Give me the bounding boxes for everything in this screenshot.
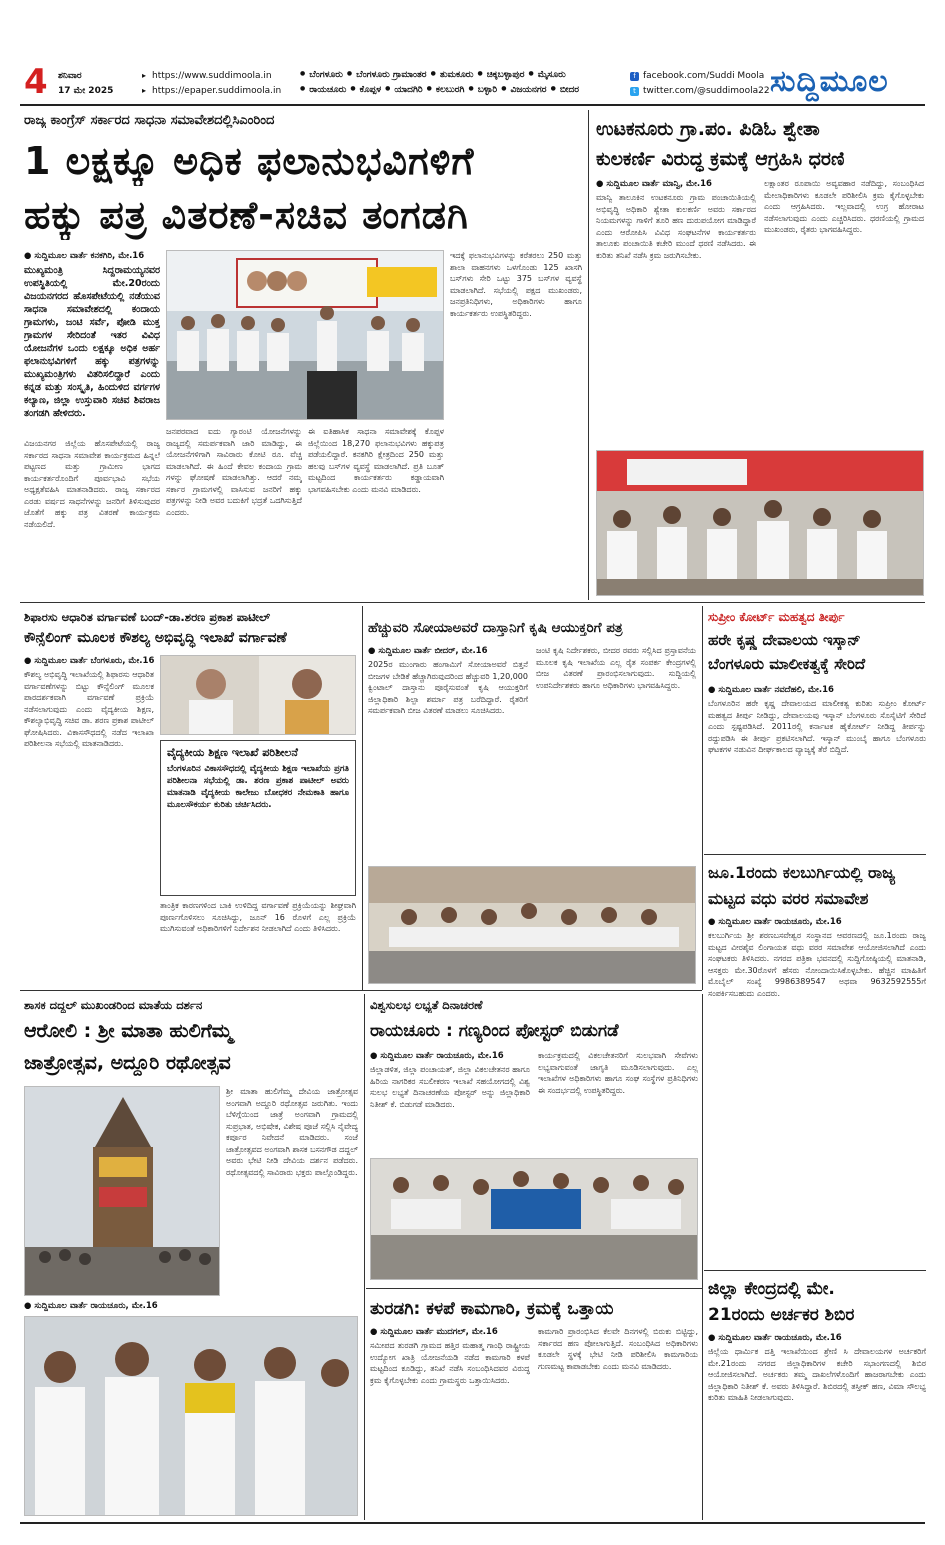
protest-image <box>597 451 924 596</box>
story3-kicker: ಶಿಫಾರಸು ಆಧಾರಿತ ವರ್ಗಾವಣೆ ಬಂದ್-ಡಾ.ಶರಣ ಪ್ರಕಾಶ ಪಾಟೀಲ್ <box>24 610 271 624</box>
bullet-icon: ● <box>430 70 436 77</box>
city-list-row1 <box>300 70 630 80</box>
story1-col2: ಜನಪರವಾದ ಐದು ಗ್ಯಾರಂಟಿ ಯೋಜನೆಗಳನ್ನು ರಾಜ್ಯದಲ್ಲಿ ಸಮರ್ಪಕವಾಗಿ ಜಾರಿ ಮಾಡಿದ್ದು, ಈ ಯೋಜನೆಗಳಿಗಾಗಿ ಸಾವಿರಾರು ಕೋಟಿ ರೂ. ವೆಚ್ಚ ಮಾಡಲಾಗಿದೆ. ಈ ಹಿಂದೆ ಕೇವಲ ಕಂದಾಯ ಗ್ರಾಮ ಗಳನ್ನು ಘೋಷಣೆ ಮಾಡಲಾಗಿತ್ತು. ಆದರೆ ನಮ್ಮ ಸರ್ಕಾರ ಗ್ರಾಮಗಳಲ್ಲಿ ವಾಸಿಸುವ ಜನರಿಗೆ ಹಕ್ಕು ಪತ್ರಗಳನ್ನು ನೀಡಿ ಅವರ ಬದುಕಿಗೆ ಭದ್ರತೆ ಒದಗಿಸುತ್ತಿದೆ ಎಂದರು. <box>166 427 302 517</box>
bullet-icon: ● <box>385 85 391 92</box>
story4-photo <box>368 866 696 984</box>
story8-headline: ರಾಯಚೂರು : ಗಣ್ಯರಿಂದ ಪೋಸ್ಟರ್ ಬಿಡುಗಡೆ <box>370 1021 619 1041</box>
story4-col2: ಜಂಟಿ ಕೃಷಿ ನಿರ್ದೇಶಕರು, ಬೀದರ ರವರು ಸಲ್ಲಿಸಿದ ಪ್ರಸ್ತಾವನೆಯ ಮೂಲಕ ಕೃಷಿ ಇಲಾಖೆಯ ಎಲ್ಲ ರೈತ ಸಂಪರ್ಕ ಕೇಂದ್ರಗಳಲ್ಲಿ ಬೀಜ ವಿತರಣೆ ಪ್ರಾರಂಭಿಸಲಾಗುವುದು. ಸುದ್ದಿಯಲ್ಲಿ ಉಪನಿರ್ದೇಶಕರು ಹಾಗೂ ಅಧಿಕಾರಿಗಳು ಭಾಗವಹಿಸಿದ್ದರು. <box>536 646 696 690</box>
story5-headline-1: ಹರೇ ಕೃಷ್ಣ ದೇವಾಲಯ ಇಸ್ಕಾನ್ <box>708 631 861 649</box>
story5-body: ಬೆಂಗಳೂರಿನ ಹರೇ ಕೃಷ್ಣ ದೇವಾಲಯದ ಮಾಲೀಕತ್ವ ಕುರಿತು ಸುಪ್ರೀಂ ಕೋರ್ಟ್ ಮಹತ್ವದ ತೀರ್ಪು ನೀಡಿದ್ದು, ದೇವಾಲಯವು ಇಸ್ಕಾನ್ ಬೆಂಗಳೂರು ಸೊಸೈಟಿಗೆ ಸೇರಿದೆ ಎಂದು ಸ್ಪಷ್ಟಪಡಿಸಿದೆ. 2011ರಲ್ಲಿ ಕರ್ನಾಟಕ ಹೈಕೋರ್ಟ್ ನೀಡಿದ್ದ ತೀರ್ಪನ್ನು ರದ್ದುಪಡಿಸಿ ಈ ತೀರ್ಪು ಪ್ರಕಟಿಸಲಾಗಿದೆ. ಇಸ್ಕಾನ್ ಮುಂಬೈ ಹಾಗೂ ಬೆಂಗಳೂರು ಘಟಕಗಳ ನಡುವಿನ ದೀರ್ಘಕಾಲದ ವ್ಯಾಜ್ಯಕ್ಕೆ ತೆರೆ ಬಿದ್ದಿದೆ. <box>708 699 926 754</box>
city-link[interactable]: ಬಳ್ಳಾರಿ <box>477 85 498 95</box>
story7-photo-chariot <box>24 1086 220 1296</box>
story2-photo <box>596 450 924 596</box>
city-list-row2 <box>300 85 630 95</box>
story5-kicker: ಸುಪ್ರೀಂ ಕೋರ್ಟ್ ಮಹತ್ವದ ತೀರ್ಪು <box>708 610 845 624</box>
story10-headline-2: 21ರಂದು ಅರ್ಚಕರ ಶಿಬಿರ <box>708 1305 855 1325</box>
city-link[interactable]: ಬೆಂಗಳೂರು <box>309 70 343 80</box>
story1-kicker: ರಾಜ್ಯ ಕಾಂಗ್ರೆಸ್ ಸರ್ಕಾರದ ಸಾಧನಾ ಸಮಾವೇಶದಲ್ಲಿಸಿಎಂರಿಂದ <box>24 113 275 128</box>
bullet-icon: ● <box>346 70 353 77</box>
row-divider <box>20 602 925 603</box>
story2-headline-1: ಉಟಕನೂರು ಗ್ರಾ.ಪಂ. ಪಿಡಿಓ ಶ್ವೇತಾ <box>596 118 820 140</box>
website-link[interactable]: https://www.suddimoola.in <box>152 71 272 81</box>
story1-photo <box>166 250 444 420</box>
meeting-stage-image <box>167 251 444 420</box>
issue-day: ಶನಿವಾರ <box>58 71 82 81</box>
story5-headline-2: ಬೆಂಗಳೂರು ಮಾಲೀಕತ್ವಕ್ಕೆ ಸೇರಿದೆ <box>708 655 866 673</box>
leaders-group-image <box>25 1317 358 1516</box>
story6-headline-1: ಜೂ.1ರಂದು ಕಲಬುರ್ಗಿಯಲ್ಲಿ ರಾಜ್ಯ <box>708 863 896 882</box>
bullet-icon: ● <box>477 70 483 77</box>
column-divider <box>702 606 703 990</box>
twitter-link[interactable]: twitter.com/@suddimoola22 <box>643 86 770 96</box>
story1-byline: ● ಸುದ್ದಿಮೂಲ ವಾರ್ತೆ ಕನಕಗಿರಿ, ಮೇ.16 <box>24 251 145 261</box>
story8-col1: ಜಿಲ್ಲಾಡಳಿತ, ಜಿಲ್ಲಾ ಪಂಚಾಯತ್, ಜಿಲ್ಲಾ ವಿಕಲಚೇತನರ ಹಾಗೂ ಹಿರಿಯ ನಾಗರಿಕರ ಸಬಲೀಕರಣ ಇಲಾಖೆ ಸಹಯೋಗದಲ್ಲಿ ವಿಶ್ವ ಸುಲಭ ಲಭ್ಯತೆ ದಿನಾಚರಣೆಯ ಪೋಸ್ಟರ್ ಅನ್ನು ಜಿಲ್ಲಾಧಿಕಾರಿ ನಿತೀಶ್ ಕೆ. ಬಿಡುಗಡೆ ಮಾಡಿದರು. <box>370 1065 530 1109</box>
poster-release-image <box>371 1159 698 1280</box>
city-link[interactable]: ಬೀದರ <box>559 85 580 95</box>
column-divider <box>588 110 589 600</box>
story2-col2: ಲಕ್ಷಾಂತರ ರೂಪಾಯಿ ಅವ್ಯವಹಾರ ನಡೆದಿದ್ದು, ಸಂಬಂಧಿಸಿದ ಮೇಲಾಧಿಕಾರಿಗಳು ಕೂಡಲೇ ಪರಿಶೀಲಿಸಿ ಕ್ರಮ ಕೈಗೊಳ್ಳಬೇಕು ಎಂದು ಆಗ್ರಹಿಸಿದರು. ಇಲ್ಲವಾದಲ್ಲಿ ಉಗ್ರ ಹೋರಾಟ ನಡೆಸಲಾಗುವುದು ಎಂದು ಎಚ್ಚರಿಸಿದರು. ಧರಣಿಯಲ್ಲಿ ಗ್ರಾಮದ ಮುಖಂಡರು, ರೈತರು ಭಾಗವಹಿಸಿದ್ದರು. <box>764 179 924 234</box>
issue-date: 17 ಮೇ 2025 <box>58 86 114 96</box>
city-link[interactable]: ಬೆಂಗಳೂರು ಗ್ರಾಮಾಂತರ <box>356 70 427 80</box>
story9-byline: ● ಸುದ್ದಿಮೂಲ ವಾರ್ತೆ ಮುದಗಲ್, ಮೇ.16 <box>370 1327 498 1337</box>
row-divider <box>366 1288 702 1289</box>
story3-caption-box <box>160 740 356 896</box>
minister-portraits-image <box>161 656 356 735</box>
story2-col1: ಮಾನ್ವಿ ತಾಲೂಕಿನ ಉಟಕನೂರು ಗ್ರಾಮ ಪಂಚಾಯಿತಿಯಲ್ಲಿ ಅಭಿವೃದ್ಧಿ ಅಧಿಕಾರಿ ಶ್ವೇತಾ ಕುಲಕರ್ಣಿ ಅವರು ಸರ್ಕಾರದ ನಿಯಮಗಳನ್ನು ಗಾಳಿಗೆ ತೂರಿ ಹಣ ದುರುಪಯೋಗ ಮಾಡಿದ್ದಾರೆ ಎಂದು ಆರೋಪಿಸಿ ವಿವಿಧ ಸಂಘಟನೆಗಳ ಕಾರ್ಯಕರ್ತರು ತಾಲೂಕು ಪಂಚಾಯಿತಿ ಕಚೇರಿ ಮುಂದೆ ಧರಣಿ ನಡೆಸಿದರು. ಈ ಕುರಿತು ತನಿಖೆ ನಡೆಸಿ ಕ್ರಮ ಜರುಗಿಸಬೇಕು. <box>596 193 756 260</box>
city-link[interactable]: ಕಲಬುರಗಿ <box>435 85 465 95</box>
city-link[interactable]: ರಾಯಚೂರು <box>309 85 347 95</box>
story10-body: ಜಿಲ್ಲೆಯ ಧಾರ್ಮಿಕ ದತ್ತಿ ಇಲಾಖೆಯಿಂದ ಶ್ರೇಣಿ ಸಿ ದೇವಾಲಯಗಳ ಅರ್ಚಕರಿಗೆ ಮೇ.21ರಂದು ನಗರದ ಜಿಲ್ಲಾಧಿಕಾರಿಗಳ ಕಚೇರಿ ಸಭಾಂಗಣದಲ್ಲಿ ಶಿಬಿರ ಆಯೋಜಿಸಲಾಗಿದೆ. ಅರ್ಚಕರು ತಮ್ಮ ದಾಖಲೆಗಳೊಂದಿಗೆ ಹಾಜರಾಗಬೇಕು ಎಂದು ಜಿಲ್ಲಾಧಿಕಾರಿ ನಿತೀಶ್ ಕೆ. ಅವರು ತಿಳಿಸಿದ್ದಾರೆ. ಶಿಬಿರದಲ್ಲಿ ತಸ್ತೀಕ್ ಹಣ, ವಿಮಾ ಸೌಲಭ್ಯ ಕುರಿತು ಮಾಹಿತಿ ನೀಡಲಾಗುವುದು. <box>708 1347 926 1402</box>
city-link[interactable]: ಮೈಸೂರು <box>537 70 566 80</box>
story4-headline: ಹೆಚ್ಚುವರಿ ಸೋಯಾಅವರೆ ದಾಸ್ತಾನಿಗೆ ಕೃಷಿ ಆಯುಕ್ತರಿಗೆ ಪತ್ರ <box>368 620 623 636</box>
twitter-icon: t <box>630 87 639 96</box>
story4-byline: ● ಸುದ್ದಿಮೂಲ ವಾರ್ತೆ ಬೀದರ್, ಮೇ.16 <box>368 646 488 656</box>
story9-col1: ಸಮೀಪದ ತುರಡಗಿ ಗ್ರಾಮದ ಹತ್ತಿರ ಮಹಾತ್ಮ ಗಾಂಧಿ ರಾಷ್ಟ್ರೀಯ ಉದ್ಯೋಗ ಖಾತ್ರಿ ಯೋಜನೆಯಡಿ ನಡೆದ ಕಾಮಗಾರಿ ಕಳಪೆ ಮಟ್ಟದಿಂದ ಕೂಡಿದ್ದು, ತನಿಖೆ ನಡೆಸಿ ಸಂಬಂಧಿಸಿದವರ ವಿರುದ್ಧ ಕ್ರಮ ಕೈಗೊಳ್ಳಬೇಕು ಎಂದು ಗ್ರಾಮಸ್ಥರು ಒತ್ತಾಯಿಸಿದರು. <box>370 1341 530 1385</box>
story3-col1: ಕೌಶಲ್ಯ ಅಭಿವೃದ್ಧಿ ಇಲಾಖೆಯಲ್ಲಿ ಶಿಫಾರಸು ಆಧಾರಿತ ವರ್ಗಾವಣೆಗಳನ್ನು ಬಿಟ್ಟು ಕೌನ್ಸೆಲಿಂಗ್ ಮೂಲಕ ಪಾರದರ್ಶಕವಾಗಿ ವರ್ಗಾವಣೆ ಪ್ರಕ್ರಿಯೆ ನಡೆಸಲಾಗುವುದು ಎಂದು ವೈದ್ಯಕೀಯ ಶಿಕ್ಷಣ, ಕೌಶಲ್ಯಾಭಿವೃದ್ಧಿ ಸಚಿವ ಡಾ. ಶರಣ ಪ್ರಕಾಶ ಪಾಟೀಲ್ ಘೋಷಿಸಿದರು. ವಿಕಾಸಸೌಧದಲ್ಲಿ ನಡೆದ ಇಲಾಖಾ ಪರಿಶೀಲನಾ ಸಭೆಯಲ್ಲಿ ಮಾತನಾಡಿದರು. <box>24 670 154 748</box>
row-divider <box>20 990 702 991</box>
story6-headline-2: ಮಟ್ಟದ ವಧು ವರರ ಸಮಾವೇಶ <box>708 889 869 908</box>
story3-photo <box>160 655 356 735</box>
story10-byline: ● ಸುದ್ದಿಮೂಲ ವಾರ್ತೆ ರಾಯಚೂರು, ಮೇ.16 <box>708 1333 842 1343</box>
caption-title: ವೈದ್ಯಕೀಯ ಶಿಕ್ಷಣ ಇಲಾಖೆ ಪರಿಶೀಲನೆ <box>167 746 298 759</box>
city-link[interactable]: ತುಮಕೂರು <box>439 70 474 80</box>
story1-headline-2: ಹಕ್ಕು ಪತ್ರ ವಿತರಣೆ-ಸಚಿವ ತಂಗಡಗಿ <box>24 193 469 237</box>
story3-col2: ತಾಂತ್ರಿಕ ಕಾರಣಗಳಿಂದ ಬಾಕಿ ಉಳಿದಿದ್ದ ವರ್ಗಾವಣೆ ಪ್ರಕ್ರಿಯೆಯನ್ನು ಶೀಘ್ರವಾಗಿ ಪೂರ್ಣಗೊಳಿಸಲು ಸೂಚಿಸಿದ್ದು, ಜೂನ್ 16 ರೊಳಗೆ ಎಲ್ಲ ಪ್ರಕ್ರಿಯೆ ಮುಗಿಸುವಂತೆ ಅಧಿಕಾರಿಗಳಿಗೆ ನಿರ್ದೇಶನ ನೀಡಲಾಗಿದೆ ಎಂದು ತಿಳಿಸಿದರು. <box>160 901 356 933</box>
story7-headline-1: ಆರೋಲಿ : ಶ್ರೀ ಮಾತಾ ಹುಲಿಗೆಮ್ಮ <box>24 1020 233 1042</box>
city-link[interactable]: ವಿಜಯನಗರ <box>510 85 547 95</box>
story6-body: ಕಲಬುರ್ಗಿಯ ಶ್ರೀ ಶರಣಬಸವೇಶ್ವರ ಸಂಸ್ಥಾನದ ಆವರಣದಲ್ಲಿ ಜೂ.1ರಂದು ರಾಜ್ಯ ಮಟ್ಟದ ವೀರಶೈವ ಲಿಂಗಾಯತ ವಧು ವರರ ಸಮಾವೇಶ ಆಯೋಜಿಸಲಾಗಿದೆ ಎಂದು ಸಂಘಟಕರು ತಿಳಿಸಿದರು. ನಗರದ ಪತ್ರಿಕಾ ಭವನದಲ್ಲಿ ಸುದ್ದಿಗೋಷ್ಠಿಯಲ್ಲಿ ಮಾತನಾಡಿ, ಆಸಕ್ತರು ಮೇ.30ರೊಳಗೆ ಹೆಸರು ನೋಂದಾಯಿಸಿಕೊಳ್ಳಬೇಕು. ಹೆಚ್ಚಿನ ಮಾಹಿತಿಗೆ ಮೊಬೈಲ್ ಸಂಖ್ಯೆ 9986389547 ಅಥವಾ 9632592555ಗೆ ಸಂಪರ್ಕಿಸಬಹುದು ಎಂದರು. <box>708 931 926 998</box>
bullet-icon: ● <box>350 85 356 92</box>
story7-kicker: ಶಾಸಕ ದದ್ದಲ್ ಮುಖಂಡರಿಂದ ಮಾತೆಯ ದರ್ಶನ <box>24 998 203 1012</box>
story1-lead: ಮುಖ್ಯಮಂತ್ರಿ ಸಿದ್ದರಾಮಯ್ಯನವರ ಉಪಸ್ಥಿತಿಯಲ್ಲಿ ಮೇ.20ರಂದು ವಿಜಯನಗರದ ಹೊಸಪೇಟೆಯಲ್ಲಿ ನಡೆಯುವ ಸಾಧನಾ ಸಮಾವೇಶದಲ್ಲಿ ಕಂದಾಯ ಗ್ರಾಮಗಳು, ಜಂಟಿ ಸರ್ವೆ, ಪೋಡಿ ಮುಕ್ತ ಗ್ರಾಮಗಳ ಸೇರಿದಂತೆ ಇತರ ವಿವಿಧ ಯೋಜನೆಗಳ ಒಂದು ಲಕ್ಷಕ್ಕೂ ಅಧಿಕ ಅರ್ಹ ಫಲಾನುಭವಿಗಳಿಗೆ ಹಕ್ಕು ಪತ್ರಗಳನ್ನು ಮುಖ್ಯಮಂತ್ರಿಗಳು ವಿತರಿಸಲಿದ್ದಾರೆ ಎಂದು ಕನ್ನಡ ಮತ್ತು ಸಂಸ್ಕೃತಿ, ಹಿಂದುಳಿದ ವರ್ಗಗಳ ಕಲ್ಯಾಣ, ಜಿಲ್ಲಾ ಉಸ್ತುವಾರಿ ಸಚಿವ ಶಿವರಾಜ ತಂಗಡಗಿ ಹೇಳಿದರು. <box>24 265 160 419</box>
bullet-icon: ● <box>300 85 306 92</box>
city-link[interactable]: ಯಾದಗಿರಿ <box>394 85 423 95</box>
bullet-icon: ● <box>426 85 432 92</box>
header-divider <box>20 104 925 106</box>
bullet-icon: ● <box>550 85 556 92</box>
newspaper-logo: ಸುದ್ದಿಮೂಲ <box>770 64 889 99</box>
epaper-link[interactable]: https://epaper.suddimoola.in <box>152 86 282 96</box>
story7-headline-2: ಜಾತ್ರೋತ್ಸವ, ಅದ್ದೂರಿ ರಥೋತ್ಸವ <box>24 1052 231 1074</box>
city-link[interactable]: ಚಿಕ್ಕಬಳ್ಳಾಪುರ <box>486 70 525 80</box>
masthead <box>20 62 925 102</box>
story2-headline-2: ಕುಲಕರ್ಣಿ ವಿರುದ್ಧ ಕ್ರಮಕ್ಕೆ ಆಗ್ರಹಿಸಿ ಧರಣಿ <box>596 148 845 170</box>
story1-col4: ಇದಕ್ಕೆ ಫಲಾನುಭವಿಗಳನ್ನು ಕರೆತರಲು 250 ಮತ್ತು ಶಾಲಾ ವಾಹನಗಳು ಒಳಗೊಂಡು 125 ಖಾಸಗಿ ಬಸ್‌ಗಳು ಸೇರಿ ಒಟ್ಟು 375 ಬಸ್‌ಗಳ ವ್ಯವಸ್ಥೆ ಮಾಡಲಾಗಿದೆ. ಸಭೆಯಲ್ಲಿ ಪಕ್ಷದ ಮುಖಂಡರು, ಜನಪ್ರತಿನಿಧಿಗಳು, ಅಧಿಕಾರಿಗಳು ಹಾಗೂ ಕಾರ್ಯಕರ್ತರು ಉಪಸ್ಥಿತರಿದ್ದರು. <box>450 251 582 318</box>
bullet-icon: ● <box>501 85 507 92</box>
story7-photo-leaders <box>24 1316 358 1516</box>
bullet-icon: ● <box>300 70 306 77</box>
story1-headline-1: 1 ಲಕ್ಷಕ್ಕೂ ಅಧಿಕ ಫಲಾನುಭವಿಗಳಿಗೆ <box>24 139 475 183</box>
story8-col2: ಕಾರ್ಯಕ್ರಮದಲ್ಲಿ ವಿಕಲಚೇತನರಿಗೆ ಸುಲಭವಾಗಿ ಸೇವೆಗಳು ಲಭ್ಯವಾಗುವಂತೆ ಜಾಗೃತಿ ಮೂಡಿಸಲಾಗುವುದು. ಎಲ್ಲ ಇಲಾಖೆಗಳ ಅಧಿಕಾರಿಗಳು ಹಾಗೂ ಸಂಘ ಸಂಸ್ಥೆಗಳ ಪ್ರತಿನಿಧಿಗಳು ಈ ಸಂದರ್ಭದಲ್ಲಿ ಉಪಸ್ಥಿತರಿದ್ದರು. <box>538 1051 698 1095</box>
story7-body: ಶ್ರೀ ಮಾತಾ ಹುಲಿಗೆಮ್ಮ ದೇವಿಯ ಜಾತ್ರೋತ್ಸವ ಅಂಗವಾಗಿ ಅದ್ದೂರಿ ರಥೋತ್ಸವ ಜರುಗಿತು. ಇಂದು ಬೆಳಿಗ್ಗೆಯಿಂದ ಜಾತ್ರೆ ಅಂಗವಾಗಿ ಗ್ರಾಮದಲ್ಲಿ ಸುಪ್ರಭಾತ, ಅಭಿಷೇಕ, ವಿಶೇಷ ಪೂಜೆ ಸಲ್ಲಿಸಿ ನೈವೇದ್ಯ ಕರ್ಪೂರ ನಿವೇದನೆ ಮಾಡಿದರು. ಸಂಜೆ ಜಾತ್ರೋತ್ಸವದ ಅಂಗವಾಗಿ ಶಾಸಕ ಬಸನಗೌಡ ದದ್ದಲ್ ಅವರು ಭೇಟಿ ನೀಡಿ ದೇವಿಯ ದರ್ಶನ ಪಡೆದರು. ರಥೋತ್ಸವದಲ್ಲಿ ಸಾವಿರಾರು ಭಕ್ತರು ಪಾಲ್ಗೊಂಡಿದ್ದರು. <box>226 1087 358 1177</box>
story8-kicker: ವಿಶ್ವಸುಲಭ ಲಭ್ಯತೆ ದಿನಾಚರಣೆ <box>370 998 483 1012</box>
chariot-festival-image <box>25 1087 220 1296</box>
story7-byline: ● ಸುದ್ದಿಮೂಲ ವಾರ್ತೆ ರಾಯಚೂರು, ಮೇ.16 <box>24 1301 158 1311</box>
column-divider <box>702 994 703 1520</box>
story6-byline: ● ಸುದ್ದಿಮೂಲ ವಾರ್ತೆ ರಾಯಚೂರು, ಮೇ.16 <box>708 917 842 927</box>
story8-photo <box>370 1158 698 1280</box>
caption-text: ಬೆಂಗಳೂರಿನ ವಿಕಾಸಸೌಧದಲ್ಲಿ ವೈದ್ಯಕೀಯ ಶಿಕ್ಷಣ ಇಲಾಖೆಯ ಪ್ರಗತಿ ಪರಿಶೀಲನಾ ಸಭೆಯಲ್ಲಿ ಡಾ. ಶರಣ ಪ್ರಕಾಶ ಪಾಟೀಲ್ ಅವರು ಮಾತನಾಡಿ ವೈದ್ಯಕೀಯ ಕಾಲೇಜು ಬೋಧಕರ ನೇಮಕಾತಿ ಹಾಗೂ ಮೂಲಸೌಕರ್ಯ ಕುರಿತು ಚರ್ಚಿಸಿದರು. <box>167 764 349 810</box>
column-divider <box>364 994 365 1520</box>
column-divider <box>362 606 363 990</box>
page-bottom-rule <box>20 1522 925 1524</box>
page-number: 4 <box>24 62 48 102</box>
story10-headline-1: ಜಿಲ್ಲಾ ಕೇಂದ್ರದಲ್ಲಿ ಮೇ. <box>708 1279 835 1299</box>
city-link[interactable]: ಕೊಪ್ಪಳ <box>359 85 382 95</box>
chevron-right-icon: ▸ <box>142 71 147 80</box>
story1-col1: ವಿಜಯನಗರ ಜಿಲ್ಲೆಯ ಹೊಸಪೇಟೆಯಲ್ಲಿ ರಾಜ್ಯ ಸರ್ಕಾರದ ಸಾಧನಾ ಸಮಾವೇಶ ಕಾರ್ಯಕ್ರಮದ ಹಿನ್ನಲೆ ಪಟ್ಟಣದ ಮತ್ತು ಗ್ರಾಮೀಣ ಭಾಗದ ಕಾರ್ಯಕರ್ತರೊಂದಿಗೆ ಪೂರ್ವಭಾವಿ ಸಭೆಯ ಅಧ್ಯಕ್ಷತೆವಹಿಸಿ ಮಾತನಾಡಿದರು. ರಾಜ್ಯ ಸರ್ಕಾರದ ಎರಡು ವರ್ಷದ ಸಾಧನೆಗಳನ್ನು ಜನರಿಗೆ ತಿಳಿಸುವುದರ ಜೊತೆಗೆ ಹಕ್ಕು ಪತ್ರ ವಿತರಣೆ ಕಾರ್ಯಕ್ರಮ ನಡೆಯಲಿದೆ. <box>24 439 160 529</box>
story8-byline: ● ಸುದ್ದಿಮೂಲ ವಾರ್ತೆ ರಾಯಚೂರು, ಮೇ.16 <box>370 1051 504 1061</box>
facebook-link[interactable]: facebook.com/Suddi Moola <box>643 71 765 81</box>
chevron-right-icon: ▸ <box>142 86 147 95</box>
story4-col1: 2025ರ ಮುಂಗಾರು ಹಂಗಾಮಿಗೆ ಸೋಯಾಅವರೆ ಬಿತ್ತನೆ ಬೀಜಗಳ ಬೇಡಿಕೆ ಹೆಚ್ಚಾಗಿರುವುದರಿಂದ ಹೆಚ್ಚುವರಿ 1,20,000 ಕ್ವಿಂಟಾಲ್ ದಾಸ್ತಾನು ಪೂರೈಸುವಂತೆ ಕೃಷಿ ಆಯುಕ್ತರಿಗೆ ಜಿಲ್ಲಾಧಿಕಾರಿ ಶಿಲ್ಪಾ ಶರ್ಮಾ ಪತ್ರ ಬರೆದಿದ್ದಾರೆ. ರೈತರಿಗೆ ಸಮರ್ಪಕವಾಗಿ ಬೀಜ ವಿತರಣೆ ಮಾಡಲು ಸೂಚಿಸಿದರು. <box>368 660 528 715</box>
story2-byline: ● ಸುದ್ದಿಮೂಲ ವಾರ್ತೆ ಮಾನ್ವಿ, ಮೇ.16 <box>596 179 712 189</box>
story3-headline: ಕೌನ್ಸೆಲಿಂಗ್ ಮೂಲಕ ಕೌಶಲ್ಯ ಅಭಿವೃದ್ಧಿ ಇಲಾಖೆ ವರ್ಗಾವಣೆ <box>24 630 287 646</box>
story9-headline: ತುರಡಗಿ: ಕಳಪೆ ಕಾಮಗಾರಿ, ಕ್ರಮಕ್ಕೆ ಒತ್ತಾಯ <box>370 1299 614 1319</box>
bullet-icon: ● <box>528 70 534 77</box>
story3-byline: ● ಸುದ್ದಿಮೂಲ ವಾರ್ತೆ ಬೆಂಗಳೂರು, ಮೇ.16 <box>24 656 154 666</box>
story5-byline: ● ಸುದ್ದಿಮೂಲ ವಾರ್ತೆ ನವದೆಹಲಿ, ಮೇ.16 <box>708 685 834 695</box>
row-divider <box>704 1270 926 1271</box>
bullet-icon: ● <box>468 85 474 92</box>
story9-col2: ಕಾಮಗಾರಿ ಪ್ರಾರಂಭಿಸಿದ ಕೆಲವೇ ದಿನಗಳಲ್ಲಿ ಬಿರುಕು ಬಿಟ್ಟಿದ್ದು, ಸರ್ಕಾರದ ಹಣ ಪೋಲಾಗುತ್ತಿದೆ. ಸಂಬಂಧಿಸಿದ ಅಧಿಕಾರಿಗಳು ಕೂಡಲೇ ಸ್ಥಳಕ್ಕೆ ಭೇಟಿ ನೀಡಿ ಪರಿಶೀಲಿಸಿ ಕಾಮಗಾರಿಯ ಗುಣಮಟ್ಟ ಕಾಪಾಡಬೇಕು ಎಂದು ಮನವಿ ಮಾಡಿದರು. <box>538 1327 698 1371</box>
row-divider <box>704 854 926 855</box>
meeting-room-image <box>369 867 696 984</box>
story1-col3: ಈ ಐತಿಹಾಸಿಕ ಸಾಧನಾ ಸಮಾವೇಶಕ್ಕೆ ಕೊಪ್ಪಳ ಜಿಲ್ಲೆಯಿಂದ 18,270 ಫಲಾನುಭವಿಗಳು ಹಕ್ಕುಪತ್ರ ಪಡೆಯಲಿದ್ದಾರೆ. ಕನಕಗಿರಿ ಕ್ಷೇತ್ರದಿಂದ 250 ಮತ್ತು ಹಲವು ಬಸ್‌ಗಳ ವ್ಯವಸ್ಥೆ ಮಾಡಲಾಗಿದೆ. ಪ್ರತಿ ಬೂತ್ ಮಟ್ಟದಿಂದ ಕಾರ್ಯಕರ್ತರು ಕಡ್ಡಾಯವಾಗಿ ಭಾಗವಹಿಸಬೇಕು ಎಂದು ಮನವಿ ಮಾಡಿದರು. <box>308 427 444 494</box>
facebook-icon: f <box>630 72 639 81</box>
